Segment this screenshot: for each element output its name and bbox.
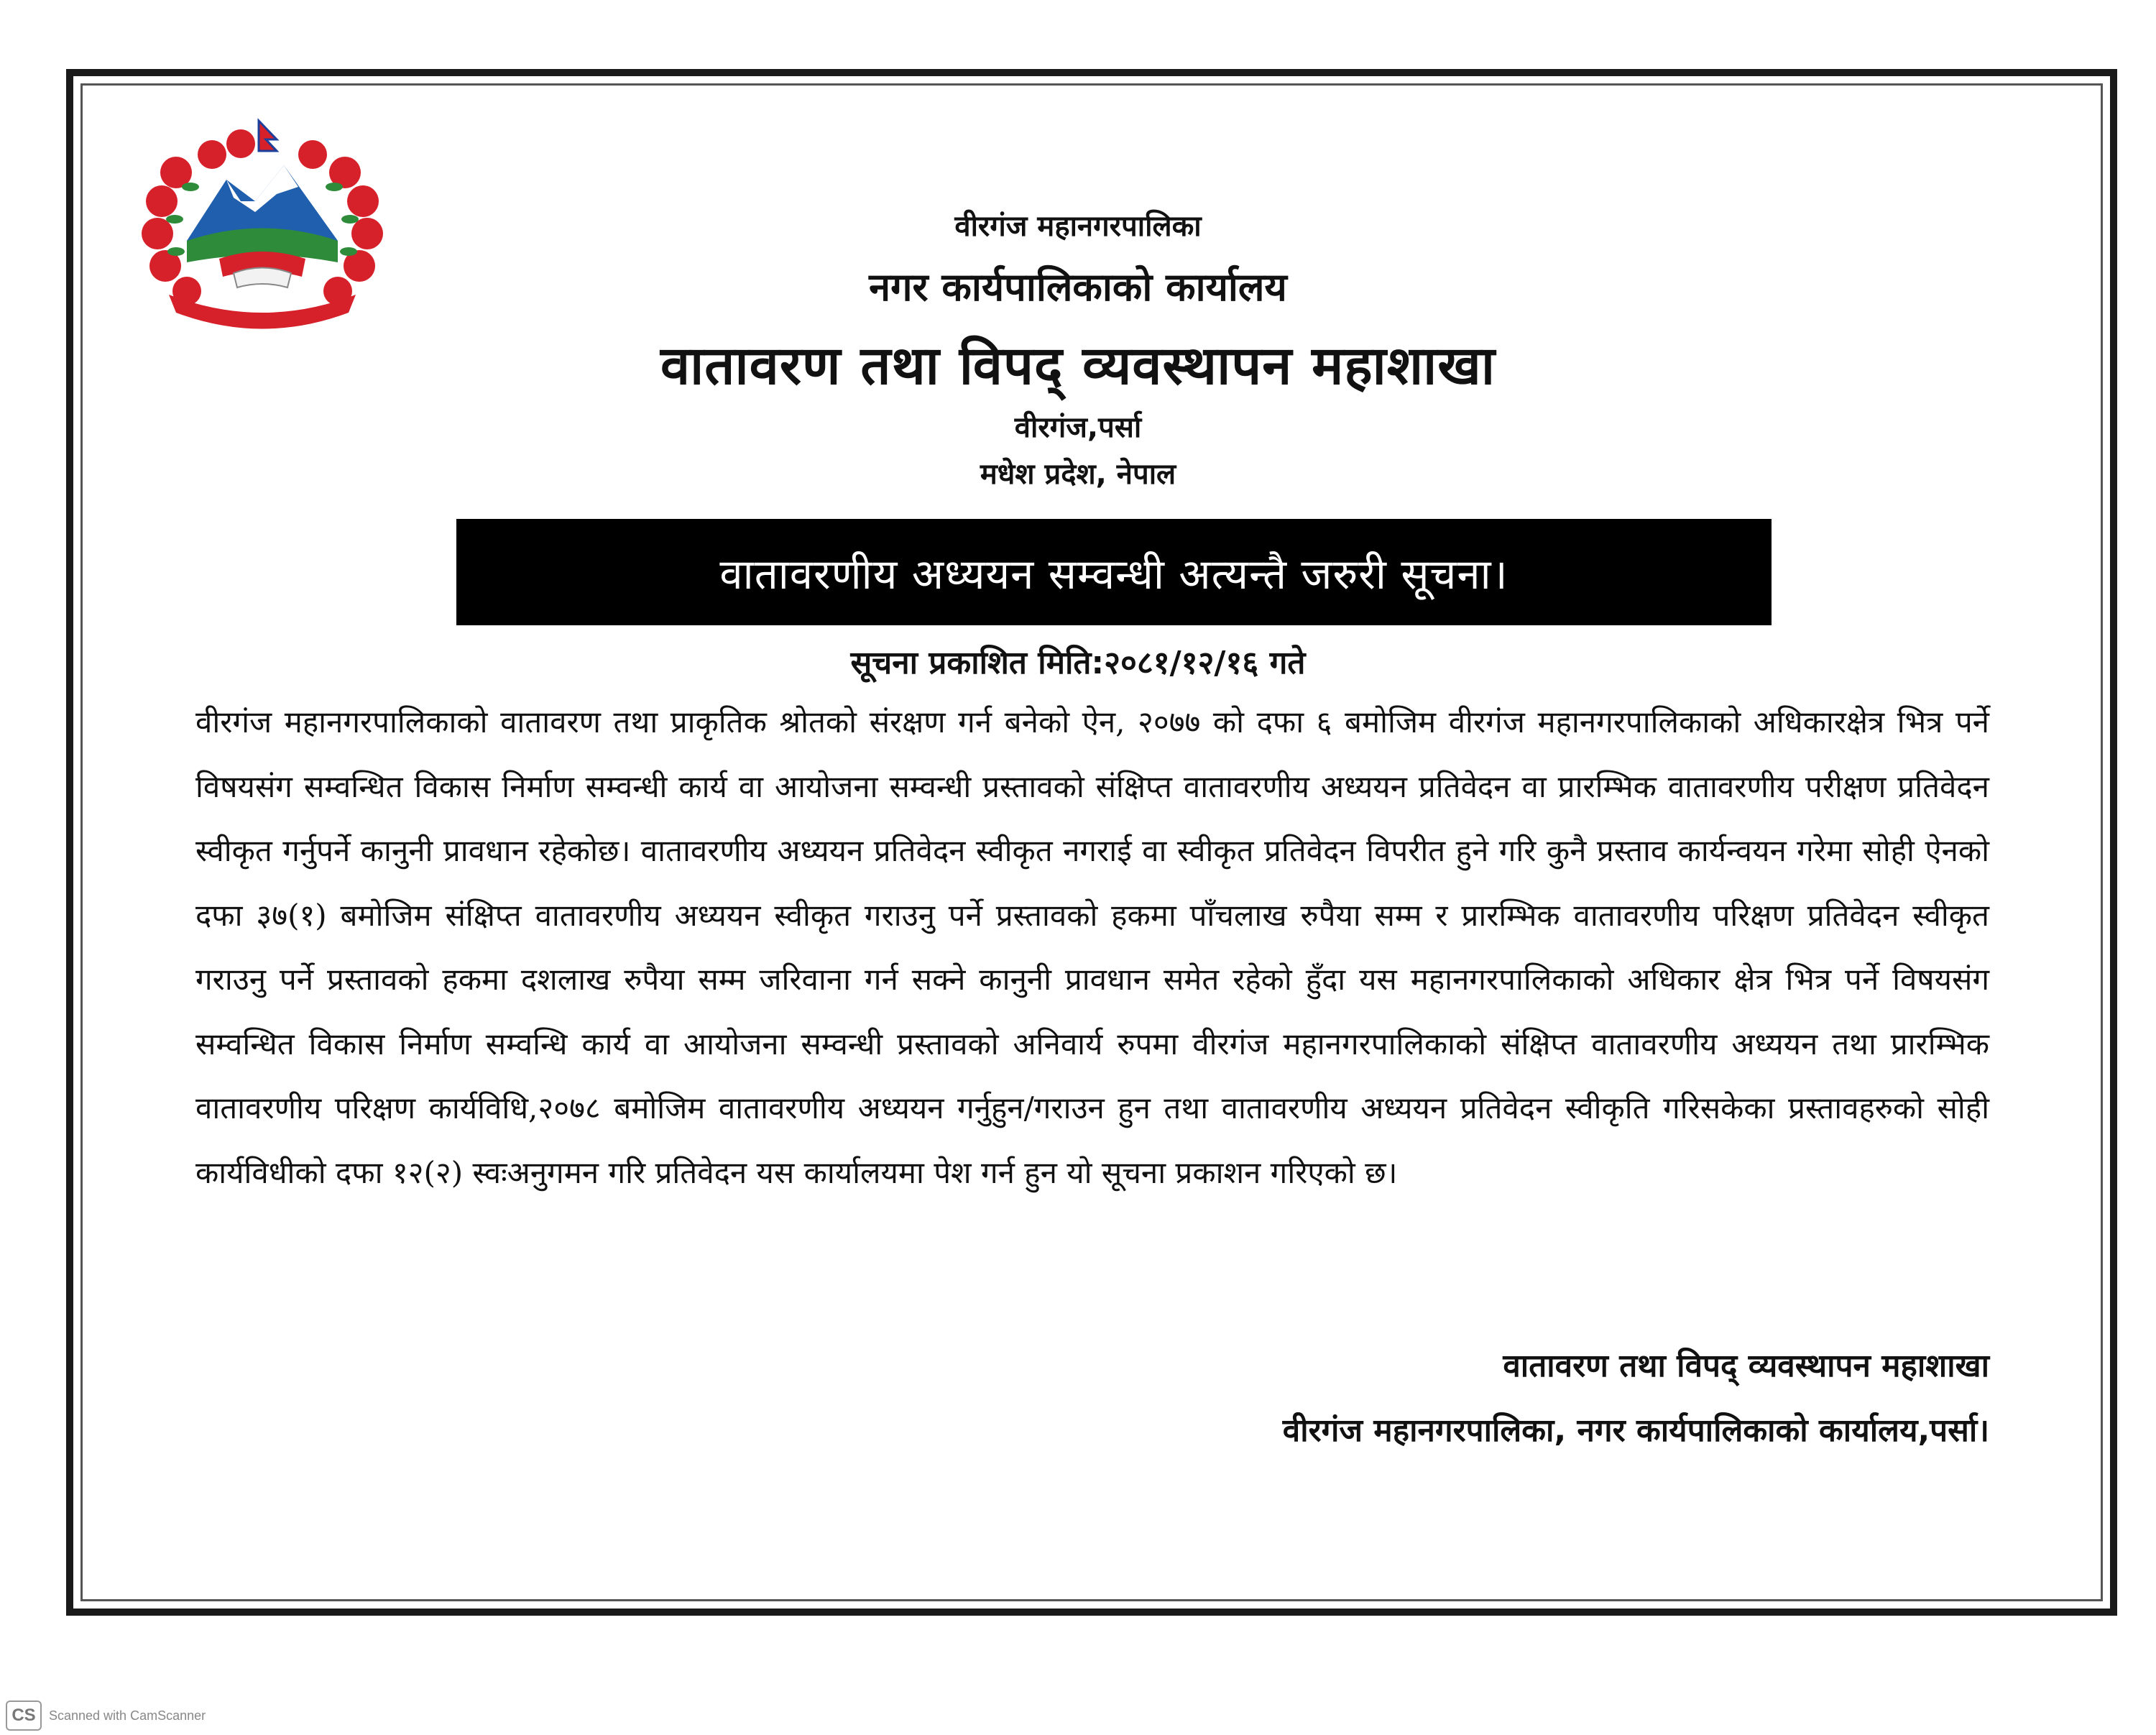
signature-office: वीरगंज महानगरपालिका, नगर कार्यपालिकाको कार्यालय,पर्सा। <box>1282 1412 1989 1449</box>
department-name: वातावरण तथा विपद् व्यवस्थापन महाशाखा <box>660 335 1496 397</box>
notice-title-bar: वातावरणीय अध्ययन सम्वन्धी अत्यन्तै जरुरी सूचना। <box>456 519 1772 625</box>
publish-date: सूचना प्रकाशित मिति:२०८१/१२/१६ गते <box>850 645 1306 681</box>
notice-body: वीरगंज महानगरपालिकाको वातावरण तथा प्राकृतिक श्रोतको संरक्षण गर्न बनेको ऐन, २०७७ को दफा ६ बमोजिम वीरगंज महानगरपालिकाको अधिकारक्षेत्र भित्र पर्ने विषयसंग सम्वन्धित विकास निर्माण सम्वन्धी कार्य वा आयोजना सम्वन्धी प्रस्तावको संक्षिप्त वातावरणीय अध्ययन प्रतिवेदन वा प्रारम्भिक वातावरणीय परीक्षण प्रतिवेदन स्वीकृत गर्नुपर्ने कानुनी प्रावधान रहेकोछ। वातावरणीय अध्ययन प्रतिवेदन स्वीकृत नगराई वा स्वीकृत प्रतिवेदन विपरीत हुने गरि कुनै प्रस्ताव कार्यन्वयन गरेमा सोही ऐनको दफा ३७(१) बमोजिम संक्षिप्त वातावरणीय अध्ययन स्वीकृत गराउनु पर्ने प्रस्तावको हकमा पाँचलाख रुपैया सम्म र प्रारम्भिक वातावरणीय परिक्षण प्रतिवेदन स्वीकृत गराउनु पर्ने प्रस्तावको हकमा दशलाख रुपैया सम्म जरिवाना गर्न सक्ने कानुनी प्रावधान समेत रहेको हुँदा यस महानगरपालिकाको अधिकार क्षेत्र भित्र पर्ने विषयसंग सम्वन्धित विकास निर्माण सम्वन्धि कार्य वा आयोजना सम्वन्धी प्रस्तावको अनिवार्य रुपमा वीरगंज महानगरपालिकाको संक्षिप्त वातावरणीय अध्ययन तथा प्रारम्भिक वातावरणीय परिक्षण कार्यविधि,२०७८ बमोजिम वातावरणीय अध्ययन गर्नुहुन/गराउन हुन तथा वातावरणीय अध्ययन प्रतिवेदन स्वीकृति गरिसकेका प्रस्तावहरुको सोही कार्यविधीको दफा १२(२) स्वःअनुगमन गरि प्रतिवेदन यस कार्यालयमा पेश गर्न हुन यो सूचना प्रकाशन गरिएको छ। <box>195 704 1989 1190</box>
scanner-watermark <box>6 1701 206 1731</box>
municipality-name: वीरगंज महानगरपालिका <box>954 210 1202 243</box>
address-city: वीरगंज,पर्सा <box>1014 411 1142 444</box>
address-province: मधेश प्रदेश, नेपाल <box>980 458 1176 491</box>
office-name: नगर कार्यपालिकाको कार्यालय <box>869 264 1287 310</box>
camscanner-logo-icon: CS <box>6 1701 42 1731</box>
signature-department: वातावरण तथा विपद् व्यवस्थापन महाशाखा <box>1503 1348 1989 1384</box>
scanner-watermark-text: Scanned with CamScanner <box>49 1708 206 1723</box>
